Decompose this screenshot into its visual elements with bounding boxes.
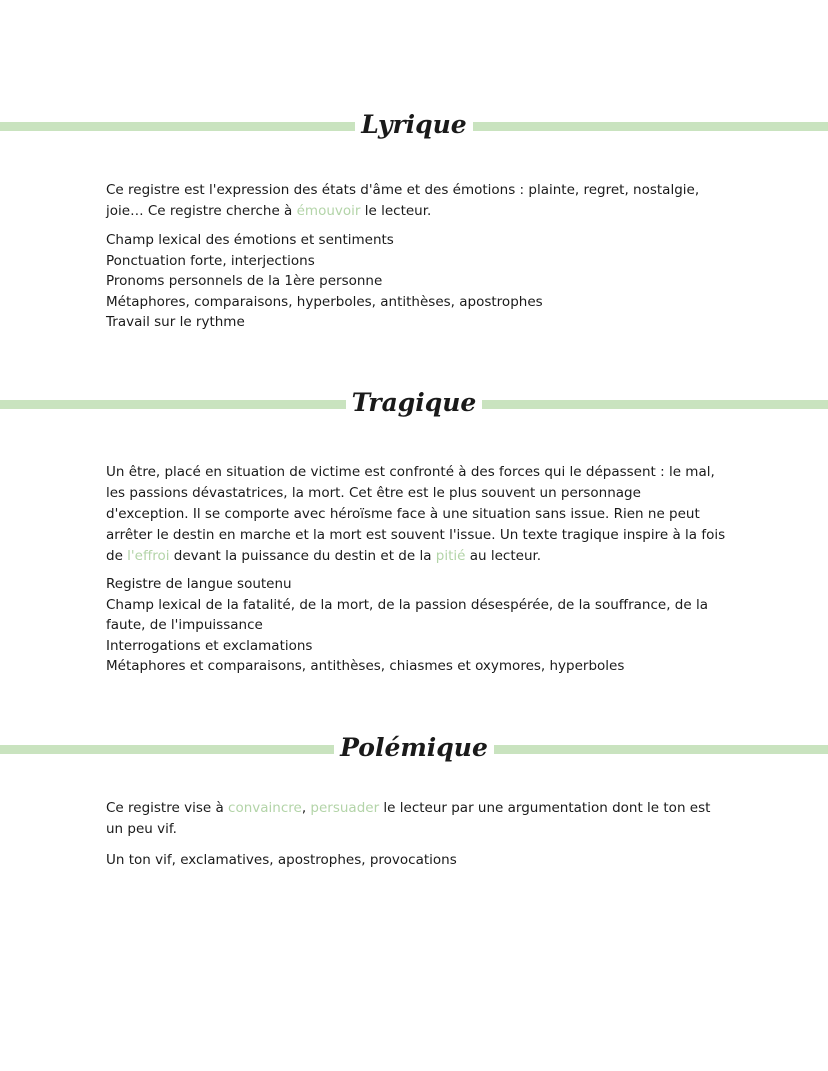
highlight-emouvoir: émouvoir <box>296 203 361 219</box>
tragique-features <box>106 574 726 677</box>
section-title-lyrique: Lyrique <box>0 110 828 140</box>
list-item: Métaphores, comparaisons, hyperboles, antithèses, apostrophes <box>106 293 543 310</box>
section-title-tragique: Tragique <box>0 388 828 418</box>
highlight-persuader: persuader <box>310 800 380 816</box>
polemique-features <box>106 850 726 871</box>
list-item: Pronoms personnels de la 1ère personne <box>106 273 383 289</box>
lyrique-description: Ce registre est l'expression des états d'âme et des émotions : plainte, regret, nostalgie, joie… Ce registre cherche à émouvoir le lecteur. <box>106 182 700 219</box>
highlight-effroi: l'effroi <box>127 548 170 564</box>
highlight-pitie: pitié <box>435 548 466 564</box>
list-item: Un ton vif, exclamatives, apostrophes, provocations <box>106 852 457 868</box>
highlight-convaincre: convaincre <box>228 800 302 816</box>
polemique-description: Ce registre vise à convaincre, persuader le lecteur par une argumentation dont le ton est un peu vif. <box>106 800 711 837</box>
list-item: Champ lexical des émotions et sentiments <box>106 232 394 248</box>
list-item: Travail sur le rythme <box>106 314 245 330</box>
list-item: Champ lexical de la fatalité, de la mort, de la passion désespérée, de la souffrance, de la faute, de l'impuissance <box>106 596 708 633</box>
section-title-polemique: Polémique <box>0 733 828 763</box>
tragique-description: Un être, placé en situation de victime est confronté à des forces qui le dépassent : le mal, les passions dévastatrices, la mort. Cet être est le plus souvent un personnage d'exception. Il se comporte avec héroïsme face à une situation sans issue. Rien ne peut arrêter le destin en marche et la mort est souvent l'issue. Un texte tragique inspire à la fois de l'effroi devant la puissance du destin et de la pitié au lecteur. <box>106 464 726 564</box>
list-item: Métaphores et comparaisons, antithèses, chiasmes et oxymores, hyperboles <box>106 658 625 674</box>
list-item: Registre de langue soutenu <box>106 576 292 592</box>
list-item: Ponctuation forte, interjections <box>106 252 315 269</box>
list-item: Interrogations et exclamations <box>106 637 313 654</box>
lyrique-features <box>106 230 726 333</box>
